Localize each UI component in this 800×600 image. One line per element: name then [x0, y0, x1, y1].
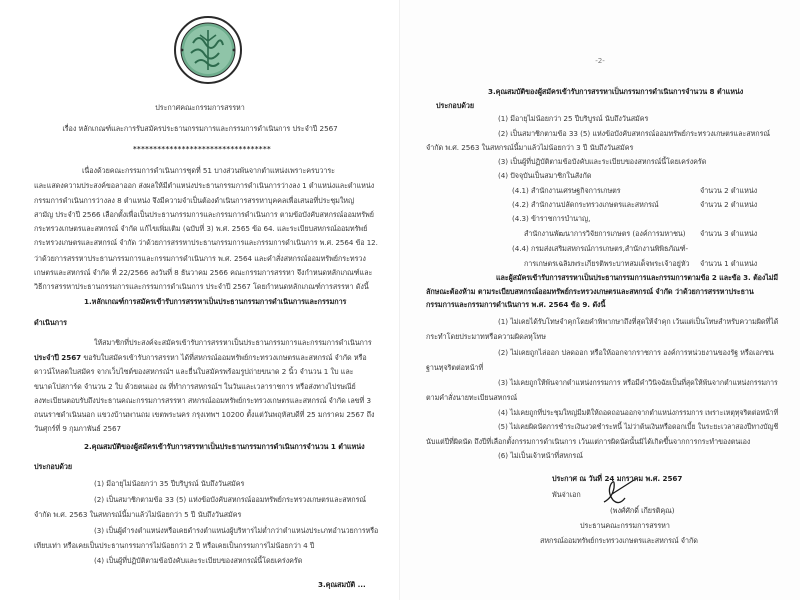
list-item: (6) ไม่เป็นเจ้าหน้าที่สหกรณ์	[498, 451, 583, 460]
quota-label: (4.3) ข้าราชการบำนาญ,	[512, 214, 591, 223]
list-item: (1) ไม่เคยได้รับโทษจำคุกโดยคำพิพากษาถึงที่สุดให้จำคุก เว้นแต่เป็นโทษสำหรับความผิดที่ได้	[498, 317, 779, 326]
signer-title: ประธานคณะกรรมการสรรหา	[580, 521, 670, 530]
quota-label: สำนักงานพัฒนาการวิจัยการเกษตร (องค์การมหาชน)	[524, 229, 686, 238]
section1-title-cont: ดำเนินการ	[34, 318, 67, 327]
list-item-cont: เทียบเท่า หรือเคยเป็นประธานกรรมการไม่น้อยกว่า 2 ปี หรือเคยเป็นกรรมการไม่น้อยกว่า 4 ปี	[34, 541, 315, 550]
list-item: (4) ปัจจุบันเป็นสมาชิกในสังกัด	[498, 171, 592, 180]
list-item: (5) ไม่เคยผิดนัดการชำระเงินงวดชำระหนี้ ไม่ว่าต้นเงินหรือดอกเบี้ย ในระยะเวลาสองปีทางบัญชี	[498, 422, 779, 431]
list-item: (1) มีอายุไม่น้อยกว่า 25 ปีบริบูรณ์ นับถึงวันสมัคร	[498, 114, 649, 123]
section3-title: 3.คุณสมบัติของผู้สมัครเข้ารับการสรรหาเป็นกรรมการดำเนินการจำนวน 8 ตำแหน่ง	[488, 87, 744, 96]
signer-organization: สหกรณ์ออมทรัพย์กระทรวงเกษตรและสหกรณ์ จำกัด	[540, 536, 698, 545]
signature-rank: พันจ่าเอก	[552, 490, 581, 499]
list-item: (2) ไม่เคยถูกไล่ออก ปลดออก หรือให้ออกจากราชการ องค์การหน่วยงานของรัฐ หรือเอกชน	[498, 348, 774, 357]
section2-title: 2.คุณสมบัติของผู้สมัครเข้ารับการสรรหาเป็นประธานกรรมการดำเนินการจำนวน 1 ตำแหน่ง	[84, 442, 365, 451]
list-item: (1) มีอายุไม่น้อยกว่า 35 ปีบริบูรณ์ นับถึงวันสมัคร	[94, 479, 245, 488]
quota-count: จำนวน 1 ตำแหน่ง	[700, 259, 758, 268]
list-item-cont: ฐานทุจริตต่อหน้าที่	[426, 363, 484, 372]
quota-count: จำนวน 2 ตำแหน่ง	[700, 186, 758, 195]
list-item: (3) เป็นผู้ดำรงตำแหน่งหรือเคยดำรงตำแหน่งผู้บริหารไม่ต่ำกว่าตำแหน่งประเภทอำนวยการหรือ	[94, 526, 379, 535]
page-number: -2-	[595, 56, 605, 65]
list-item-cont: จำกัด พ.ศ. 2563 ในสหกรณ์นี้มาแล้วไม่น้อยกว่า 3 ปี นับถึงวันสมัคร	[426, 143, 634, 152]
section1-title: 1.หลักเกณฑ์การสมัครเข้ารับการสรรหาเป็นประธานกรรมการดำเนินการและกรรมการ	[84, 297, 347, 306]
announcement-heading: ประกาศคณะกรรมการสรรหา	[155, 103, 245, 112]
cooperative-seal-icon	[173, 5, 243, 95]
page-2: -2- 3.คุณสมบัติของผู้สมัครเข้ารับการสรรหาเป็นกรรมการดำเนินการจำนวน 8 ตำแหน่ง ประกอบด้วย (1) มีอายุไม่น้อยกว่า 25 ปีบริบูรณ์ นับถึงวันสมัคร (2) เป็นสมาชิกตามข้อ 33 (5) แห่งข้อบังคับสหกรณ์ออมทรัพย์กระทรวงเกษตรและสหกรณ์ จำกัด พ.ศ. 2563 ในสหกรณ์นี้มาแล้วไม่น้อยกว่า 3 ปี นับถึงวันสมัคร (3) เป็นผู้ที่ปฏิบัติตามข้อบังคับและระเบียบของสหกรณ์นี้โดยเคร่งครัด (4) ปัจจุบันเป็นสมาชิกในสังกัด (4.1) สำนักงานเศรษฐกิจการเกษตร จำนวน 2 ตำแหน่ง (4.2) สำนักงานปลัดกระทรวงเกษตรและสหกรณ์ จำนวน 2 ตำแหน่ง (4.3) ข้าราชการบำนาญ, สำนักงานพัฒนาการวิจัยการเกษตร (องค์การมหาชน) จำนวน 3 ตำแหน่ง (4.4) กรมส่งเสริมสหกรณ์การเกษตร,สำนักงานพิพิธภัณฑ์- การเกษตรเฉลิมพระเกียรติพระบาทสมเด็จพระเจ้าอยู่หัว จำนวน 1 ตำแหน่ง และผู้สมัครเข้ารับการสรรหาเป็นประธานกรรมการและกรรมการตามข้อ 2 และข้อ 3. ต้องไม่มี ลักษณะต้องห้าม ตามระเบียบสหกรณ์ออมทรัพย์กระทรวงเกษตรและสหกรณ์ จำกัด ว่าด้วยการสรรหาประธาน กรรมการและกรรมการดำเนินการ พ.ศ. 2564 ข้อ 9. ดังนี้ (1) ไม่เคยได้รับโทษจำคุกโดยคำพิพากษาถึงที่สุดให้จำคุก เว้นแต่เป็นโทษสำหรับความผิดที่ได้ กระทำโดยประมาทหรือความผิดลหุโทษ (2) ไม่เคยถูกไล่ออก ปลดออก หรือให้ออกจากราชการ องค์การหน่วยงานของรัฐ หรือเอกชน ฐานทุจริตต่อหน้าที่ (3) ไม่เคยถูกให้พ้นจากตำแหน่งกรรมการ หรือมีคำวินิจฉัยเป็นที่สุดให้พ้นจากตำแหน่งกรรมการ ตามคำสั่งนายทะเบียนสหกรณ์ (4) ไม่เคยถูกที่ประชุมใหญ่มีมติให้ถอดถอนออกจากตำแหน่งกรรมการ เพราะเหตุทุจริตต่อหน้าที่ (5) ไม่เคยผิดนัดการชำระเงินงวดชำระหนี้ ไม่ว่าต้นเงินหรือดอกเบี้ย ในระยะเวลาสองปีทางบัญชี นับแต่ปีที่ผิดนัด ถึงปีที่เลือกตั้งกรรมการดำเนินการ เว้นแต่การผิดนัดนั้นมิได้เกิดขึ้นจากการกระทำของตนเอง (6) ไม่เป็นเจ้าหน้าที่สหกรณ์ ประกาศ ณ วันที่ 24 มกราคม พ.ศ. 2567 พันจ่าเอก (พงศ์ศักดิ์ เกียรติคุณ) ประธานคณะกรรมการสรรหา สหกรณ์ออมทรัพย์กระทรวงเกษตรและสหกรณ์ จำกัด	[400, 0, 800, 600]
page-1: ประกาศคณะกรรมการสรรหา เรื่อง หลักเกณฑ์และการรับสมัครประธานกรรมการและกรรมการดำเนินการ ประจำปี 2567 ********************************** เนื่องด้วยคณะกรรมการดำเนินการชุดที่ 51 บางส่วนพ้นจากตำแหน่งเพราะครบวาระ และแสดงความประสงค์ขอลาออก ส่งผลให้มีตำแหน่งประธานกรรมการดำเนินการว่างลง 1 ตำแหน่งและตำแหน่ง กรรมการดำเนินการว่างลง 8 ตำแหน่ง จึงมีความจำเป็นต้องดำเนินการสรรหาบุคคลเพื่อเสนอที่ประชุมใหญ่ สามัญ ประจำปี 2566 เลือกตั้งเพื่อเป็นประธานกรรมการและกรรมการดำเนินการ ตามข้อบังคับสหกรณ์ออมทรัพย์ กระทรวงเกษตรและสหกรณ์ จำกัด แก้ไขเพิ่มเติม (ฉบับที่ 3) พ.ศ. 2565 ข้อ 64. และระเบียบสหกรณ์ออมทรัพย์ กระทรวงเกษตรและสหกรณ์ จำกัด ว่าด้วยการสรรหาประธานกรรมการและกรรมการดำเนินการ พ.ศ. 2564 ข้อ 12. ว่าด้วยการสรรหาประธานกรรมการและกรรมการดำเนินการ พ.ศ. 2564 และคำสั่งสหกรณ์ออมทรัพย์กระทรวง เกษตรและสหกรณ์ จำกัด ที่ 22/2566 ลงวันที่ 8 ธันวาคม 2566 คณะกรรมการสรรหา จึงกำหนดหลักเกณฑ์และ วิธีการสรรหาประธานกรรมการและกรรมการดำเนินการ ประจำปี 2567 โดยกำหนดหลักเกณฑ์การสรรหา ดังนี้ 1.หลักเกณฑ์การสมัครเข้ารับการสรรหาเป็นประธานกรรมการดำเนินการและกรรมการ ดำเนินการ ให้สมาชิกที่ประสงค์จะสมัครเข้ารับการสรรหาเป็นประธานกรรมการและกรรมการดำเนินการ ประจำปี 2567 ขอรับใบสมัครเข้ารับการสรรหา ได้ที่สหกรณ์ออมทรัพย์กระทรวงเกษตรและสหกรณ์ จำกัด หรือ ดาวน์โหลดใบสมัคร จากเว็บไซต์ของสหกรณ์ฯ และยื่นใบสมัครพร้อมรูปถ่ายขนาด 2 นิ้ว จำนวน 1 ใบ และ ขนาดโปสการ์ด จำนวน 2 ใบ ด้วยตนเอง ณ ที่ทำการสหกรณ์ฯ ในวันและเวลาราชการ หรือส่งทางไปรษณีย์ ลงทะเบียนตอบรับถึงประธานคณะกรรมการสรรหา สหกรณ์ออมทรัพย์กระทรวงเกษตรและสหกรณ์ จำกัด เลขที่ 3 ถนนราชดำเนินนอก แขวงบ้านพานถม เขตพระนคร กรุงเทพฯ 10200 ตั้งแต่วันพฤหัสบดีที่ 25 มกราคม 2567 ถึง วันศุกร์ที่ 9 กุมภาพันธ์ 2567 2.คุณสมบัติของผู้สมัครเข้ารับการสรรหาเป็นประธานกรรมการดำเนินการจำนวน 1 ตำแหน่ง ประกอบด้วย (1) มีอายุไม่น้อยกว่า 35 ปีบริบูรณ์ นับถึงวันสมัคร (2) เป็นสมาชิกตามข้อ 33 (5) แห่งข้อบังคับสหกรณ์ออมทรัพย์กระทรวงเกษตรและสหกรณ์ จำกัด พ.ศ. 2563 ในสหกรณ์นี้มาแล้วไม่น้อยกว่า 5 ปี นับถึงวันสมัคร (3) เป็นผู้ดำรงตำแหน่งหรือเคยดำรงตำแหน่งผู้บริหารไม่ต่ำกว่าตำแหน่งประเภทอำนวยการหรือ เทียบเท่า หรือเคยเป็นประธานกรรมการไม่น้อยกว่า 2 ปี หรือเคยเป็นกรรมการไม่น้อยกว่า 4 ปี (4) เป็นผู้ที่ปฏิบัติตามข้อบังคับและระเบียบของสหกรณ์นี้โดยเคร่งครัด 3.คุณสมบัติ ...	[0, 0, 400, 600]
section2-title-cont: ประกอบด้วย	[34, 462, 72, 471]
list-item: (2) เป็นสมาชิกตามข้อ 33 (5) แห่งข้อบังคับสหกรณ์ออมทรัพย์กระทรวงเกษตรและสหกรณ์	[498, 129, 771, 138]
list-item-cont: จำกัด พ.ศ. 2563 ในสหกรณ์นี้มาแล้วไม่น้อยกว่า 5 ปี นับถึงวันสมัคร	[34, 510, 242, 519]
announce-date: ประกาศ ณ วันที่ 24 มกราคม พ.ศ. 2567	[552, 474, 683, 483]
list-item: (2) เป็นสมาชิกตามข้อ 33 (5) แห่งข้อบังคับสหกรณ์ออมทรัพย์กระทรวงเกษตรและสหกรณ์	[94, 495, 367, 504]
quota-label: การเกษตรเฉลิมพระเกียรติพระบาทสมเด็จพระเจ้าอยู่หัว	[524, 259, 690, 268]
list-item-cont: นับแต่ปีที่ผิดนัด ถึงปีที่เลือกตั้งกรรมการดำเนินการ เว้นแต่การผิดนัดนั้นมิได้เกิดขึ้นจากการกระทำของตนเอง	[426, 437, 751, 446]
quota-label: (4.2) สำนักงานปลัดกระทรวงเกษตรและสหกรณ์	[512, 200, 659, 209]
continued-marker: 3.คุณสมบัติ ...	[318, 580, 366, 589]
quota-count: จำนวน 2 ตำแหน่ง	[700, 200, 758, 209]
list-item: (3) เป็นผู้ที่ปฏิบัติตามข้อบังคับและระเบียบของสหกรณ์นี้โดยเคร่งครัด	[498, 157, 707, 166]
announcement-subject: เรื่อง หลักเกณฑ์และการรับสมัครประธานกรรมการและกรรมการดำเนินการ ประจำปี 2567	[62, 124, 338, 133]
list-item: (4) ไม่เคยถูกที่ประชุมใหญ่มีมติให้ถอดถอนออกจากตำแหน่งกรรมการ เพราะเหตุทุจริตต่อหน้าที่	[498, 408, 779, 417]
divider-stars: **********************************	[133, 145, 272, 153]
list-item-cont: ตามคำสั่งนายทะเบียนสหกรณ์	[426, 393, 518, 402]
signer-name: (พงศ์ศักดิ์ เกียรติคุณ)	[610, 506, 675, 515]
quota-label: (4.1) สำนักงานเศรษฐกิจการเกษตร	[512, 186, 621, 195]
list-item-cont: กระทำโดยประมาทหรือความผิดลหุโทษ	[426, 332, 546, 341]
quota-label: (4.4) กรมส่งเสริมสหกรณ์การเกษตร,สำนักงานพิพิธภัณฑ์-	[512, 244, 689, 253]
list-item: (3) ไม่เคยถูกให้พ้นจากตำแหน่งกรรมการ หรือมีคำวินิจฉัยเป็นที่สุดให้พ้นจากตำแหน่งกรรมการ	[498, 378, 778, 387]
list-item: (4) เป็นผู้ที่ปฏิบัติตามข้อบังคับและระเบียบของสหกรณ์นี้โดยเคร่งครัด	[94, 556, 303, 565]
quota-count: จำนวน 3 ตำแหน่ง	[700, 229, 758, 238]
section3-title-cont: ประกอบด้วย	[436, 101, 474, 110]
